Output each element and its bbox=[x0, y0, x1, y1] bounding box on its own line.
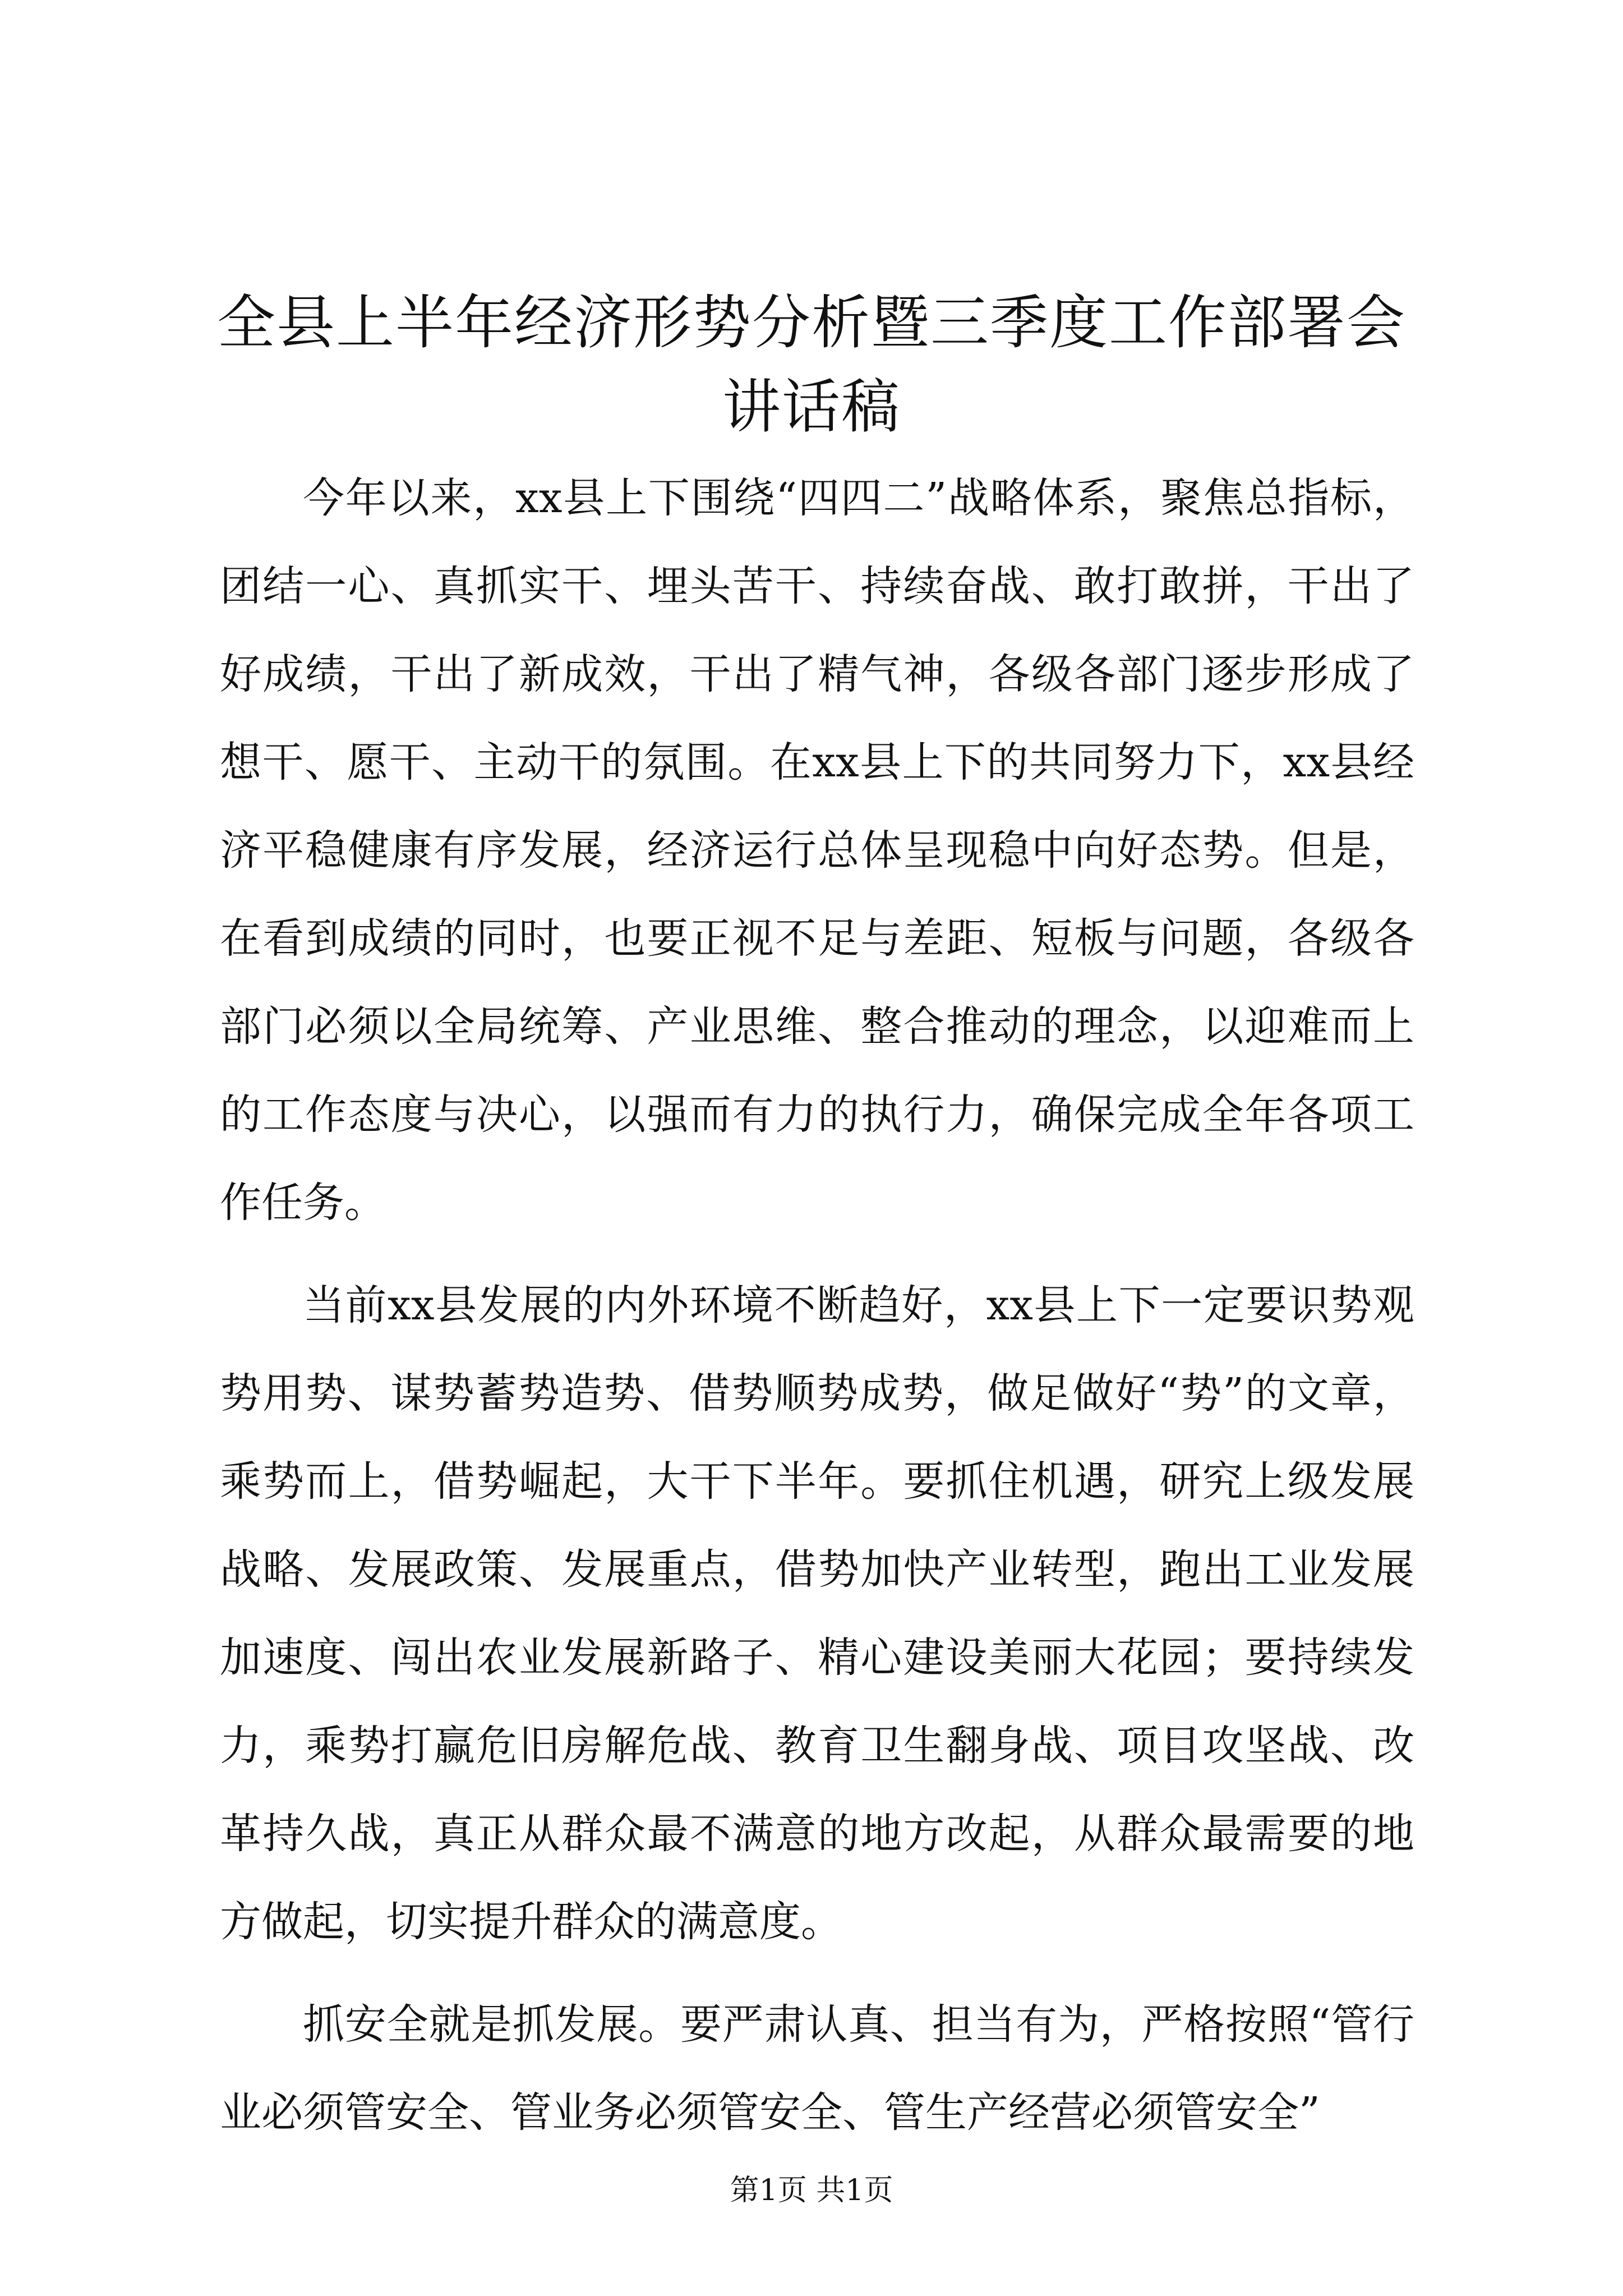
paragraph-2: 当前xx县发展的内外环境不断趋好，xx县上下一定要识势观势用势、谋势蓄势造势、借势顺势成势，做足做好“势”的文章，乘势而上，借势崛起，大干下半年。要抓住机遇，研究上级发展战略、发展政策、发展重点，借势加快产业转型，跑出工业发展加速度、闯出农业发展新路子、精心建设美丽大花园；要持续发力，乘势打赢危旧房解危战、教育卫生翻身战、项目攻坚战、改革持久战，真正从群众最不满意的地方改起，从群众最需要的地方做起，切实提升群众的满意度。 bbox=[220, 1281, 1414, 1946]
paragraph-1: 今年以来，xx县上下围绕“四四二”战略体系，聚焦总指标，团结一心、真抓实干、埋头苦干、持续奋战、敢打敢拼，干出了好成绩，干出了新成效，干出了精气神，各级各部门逐步形成了想干、愿干、主动干的氛围。在xx县上下的共同努力下，xx县经济平稳健康有序发展，经济运行总体呈现稳中向好态势。但是，在看到成绩的同时，也要正视不足与差距、短板与问题，各级各部门必须以全局统筹、产业思维、整合推动的理念，以迎难而上的工作态度与决心，以强而有力的执行力，确保完成全年各项工作任务。 bbox=[220, 474, 1414, 1227]
document-body bbox=[220, 454, 1414, 2171]
document-title-line-1: 全县上半年经济形势分析暨三季度工作部署会 bbox=[216, 288, 1406, 357]
paragraph-3: 抓安全就是抓发展。要严肃认真、担当有为，严格按照“管行业必须管安全、管业务必须管安全、管生产经营必须管安全” bbox=[220, 2000, 1414, 2137]
page-footer: 第1页 共1页 bbox=[730, 2174, 893, 2207]
document-title-line-2: 讲话稿 bbox=[722, 372, 901, 441]
